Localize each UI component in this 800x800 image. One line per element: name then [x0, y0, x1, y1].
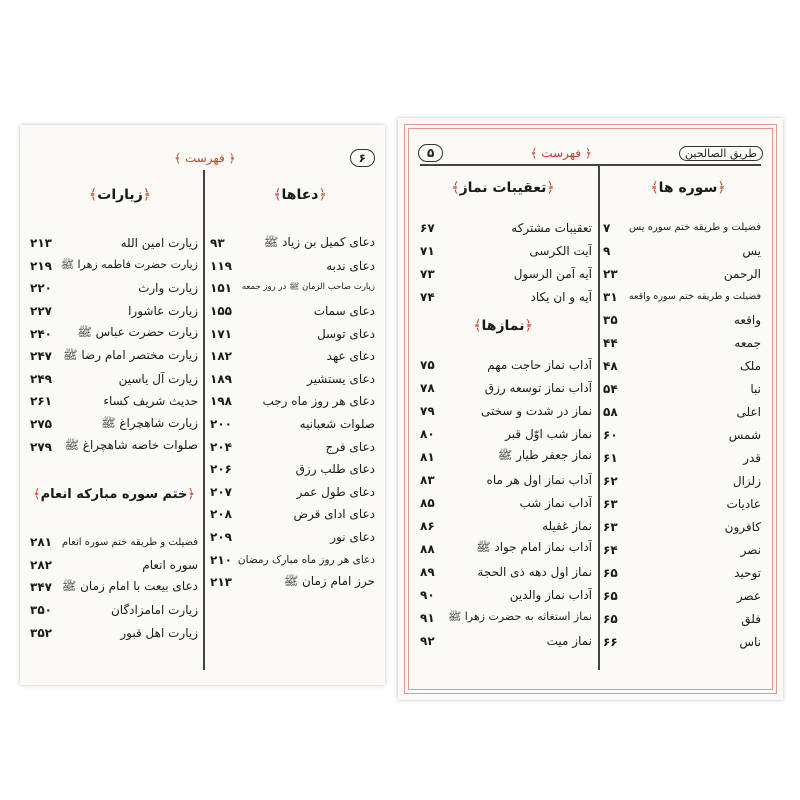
toc-entry-title: دعای هر روز ماه مبارک رمضان: [237, 553, 375, 566]
toc-entry-page: ۲۱۰: [210, 552, 232, 567]
toc-entry[interactable]: [210, 571, 375, 594]
column-divider: [598, 165, 600, 670]
toc-entry-title: جمعه: [734, 335, 761, 350]
toc-entry[interactable]: [603, 285, 761, 308]
toc-entry-title: دعای نور: [330, 530, 375, 545]
toc-entry[interactable]: [603, 630, 761, 653]
toc-entry-page: ۲۶۱: [30, 394, 52, 409]
toc-entry[interactable]: [210, 503, 375, 526]
list-namazha: [420, 353, 592, 652]
toc-entry-title: دعای ادای قرض: [293, 507, 375, 522]
toc-entry-page: ۲۴۹: [30, 371, 52, 386]
toc-entry-page: ۶۴: [603, 542, 618, 557]
toc-entry[interactable]: [603, 239, 761, 262]
toc-entry-title: سوره انعام: [142, 557, 198, 572]
toc-entry-page: ۷: [603, 220, 611, 235]
toc-entry-page: ۶۵: [603, 611, 618, 626]
toc-entry-page: ۲۰۰: [210, 417, 232, 432]
toc-entry-page: ۲۲۰: [30, 281, 52, 296]
toc-entry[interactable]: [420, 560, 592, 583]
toc-entry-page: ۱۹۸: [210, 394, 232, 409]
toc-entry-title: ملک: [739, 358, 761, 373]
toc-entry[interactable]: [603, 262, 761, 285]
toc-entry-page: ۲۰۶: [210, 462, 232, 477]
toc-entry-title: نصر: [740, 542, 761, 557]
toc-entry-title: زیارت وارث: [138, 281, 198, 296]
list-khatm-anam: [30, 531, 198, 644]
toc-entry-title: آداب نماز والدین: [509, 587, 592, 602]
toc-entry[interactable]: [420, 445, 592, 468]
toc-entry[interactable]: [420, 537, 592, 560]
toc-entry-title: فضیلت و طریقه ختم سوره واقعه: [629, 291, 761, 302]
section-title-khatm-anam: ﴿ختم سوره مبارکه انعام﴾: [32, 487, 196, 502]
section-title-taqibat: ﴿تعقیبات نماز﴾: [451, 180, 555, 196]
header-title: ﴿ فهرست ﴾: [174, 151, 236, 165]
toc-entry[interactable]: [603, 400, 761, 423]
toc-entry-page: ۸۹: [420, 564, 435, 579]
toc-entry-title: آداب نماز شب: [519, 495, 592, 510]
toc-entry-page: ۷۵: [420, 357, 435, 372]
toc-entry[interactable]: [210, 277, 375, 300]
toc-entry[interactable]: [30, 576, 198, 599]
toc-entry[interactable]: [210, 255, 375, 278]
toc-entry[interactable]: [210, 345, 375, 368]
toc-entry-title: نماز غفیله: [542, 518, 592, 533]
toc-entry[interactable]: [603, 538, 761, 561]
toc-entry-page: ۹۱: [420, 610, 435, 625]
toc-entry-title: زیارت عاشورا: [128, 304, 198, 319]
toc-entry-title: نبا: [750, 381, 761, 396]
toc-entry-page: ۸۵: [420, 495, 435, 510]
toc-entry-title: نماز شب اوّل قبر: [505, 426, 592, 441]
toc-entry-title: زیارت امامزادگان: [110, 603, 198, 618]
page-header: [418, 144, 763, 162]
toc-entry-page: ۲۲۷: [30, 304, 52, 319]
toc-entry[interactable]: [603, 446, 761, 469]
toc-entry-page: ۶۶: [603, 634, 618, 649]
toc-entry-title: شمس: [728, 427, 761, 442]
toc-entry-page: ۲۷۹: [30, 439, 52, 454]
toc-entry-page: ۲۳: [603, 266, 618, 281]
toc-entry-title: یس: [742, 243, 761, 258]
toc-entry[interactable]: [30, 554, 198, 577]
toc-entry-page: ۶۳: [603, 496, 618, 511]
toc-entry-page: ۱۸۹: [210, 371, 232, 386]
toc-entry[interactable]: [210, 300, 375, 323]
toc-entry[interactable]: [603, 308, 761, 331]
toc-entry-page: ۶۷: [420, 220, 435, 235]
toc-entry-page: ۹۲: [420, 633, 435, 648]
toc-entry-page: ۳۵: [603, 312, 618, 327]
page-number: ۵: [418, 144, 443, 162]
toc-entry-title: زیارت اهل قبور: [120, 625, 198, 640]
toc-entry-title: صلوات خاصه شاهچراغ ﷺ: [64, 438, 198, 453]
toc-entry[interactable]: [603, 607, 761, 630]
toc-entry-page: ۹۰: [420, 587, 435, 602]
toc-entry-page: ۲۸۱: [30, 535, 52, 550]
toc-entry[interactable]: [603, 377, 761, 400]
toc-entry-title: دعای عهد: [326, 349, 375, 364]
toc-entry-page: ۱۱۹: [210, 258, 232, 273]
toc-entry-title: زیارت آل یاسین: [118, 371, 198, 386]
section-title-namazha: ﴿نمازها﴾: [473, 318, 533, 334]
toc-entry-page: ۲۰۴: [210, 439, 232, 454]
toc-entry-title: کافرون: [724, 519, 761, 534]
toc-entry[interactable]: [30, 368, 198, 391]
toc-entry[interactable]: [210, 548, 375, 571]
toc-entry-page: ۲۴۰: [30, 326, 52, 341]
toc-entry[interactable]: [210, 322, 375, 345]
toc-entry-title: الرحمن: [723, 266, 761, 281]
toc-entry-title: دعای بیعت با امام زمان ﷺ: [61, 578, 198, 593]
toc-entry-page: ۸۳: [420, 472, 435, 487]
toc-entry-page: ۷۳: [420, 266, 435, 281]
toc-entry[interactable]: [420, 491, 592, 514]
toc-entry-page: ۶۰: [603, 427, 618, 442]
toc-entry[interactable]: [30, 531, 198, 554]
toc-entry-page: ۱۸۲: [210, 349, 232, 364]
toc-entry-title: ناس: [739, 634, 761, 649]
toc-entry-title: دعای یستشیر: [307, 371, 375, 386]
toc-entry-page: ۱۵۱: [210, 281, 232, 296]
toc-entry-title: زیارت صاحب الزمان ﷺ در روز جمعه: [241, 282, 375, 293]
toc-entry-page: ۸۱: [420, 449, 435, 464]
toc-entry-title: زیارت شاهچراغ ﷺ: [101, 415, 198, 430]
list-taqibat: [420, 216, 592, 308]
toc-entry-title: زیارت امین الله: [120, 236, 198, 251]
toc-entry-title: حرز امام زمان ﷺ: [283, 573, 375, 588]
toc-entry[interactable]: [30, 621, 198, 644]
toc-entry-title: آداب نماز اول هر ماه: [486, 472, 592, 487]
toc-entry-title: نماز میت: [546, 633, 592, 648]
toc-entry-page: ۸۰: [420, 426, 435, 441]
toc-entry-page: ۵۸: [603, 404, 618, 419]
list-ziarat: [30, 232, 198, 458]
toc-entry[interactable]: [210, 232, 375, 255]
toc-entry-page: ۲۱۳: [210, 575, 232, 590]
toc-entry[interactable]: [30, 277, 198, 300]
toc-entry[interactable]: [603, 423, 761, 446]
toc-entry[interactable]: [420, 353, 592, 376]
toc-entry-page: ۱۵۵: [210, 304, 232, 319]
toc-entry[interactable]: [420, 239, 592, 262]
toc-entry-page: ۱۷۱: [210, 326, 232, 341]
column-divider: [203, 170, 205, 670]
toc-entry-title: واقعه: [733, 312, 761, 327]
toc-entry[interactable]: [30, 322, 198, 345]
toc-entry-page: ۲۱۹: [30, 258, 52, 273]
section-title-sureha: ﴿سوره ها﴾: [650, 180, 726, 196]
toc-entry-page: ۸۶: [420, 518, 435, 533]
toc-entry-title: آداب نماز حاجت مهم: [487, 357, 592, 372]
toc-entry-title: نماز استغاثه به حضرت زهرا ﷺ: [447, 609, 592, 623]
toc-entry-page: ۲۰۹: [210, 530, 232, 545]
page-number: ۶: [350, 149, 375, 167]
header-title: ﴿ فهرست ﴾: [530, 146, 592, 160]
toc-entry[interactable]: [603, 492, 761, 515]
toc-entry[interactable]: [30, 413, 198, 436]
toc-entry-page: ۶۲: [603, 473, 618, 488]
toc-entry-title: صلوات شعبانیه: [299, 417, 375, 432]
toc-entry[interactable]: [603, 331, 761, 354]
toc-entry[interactable]: [210, 526, 375, 549]
toc-entry-page: ۷۸: [420, 380, 435, 395]
toc-entry-title: تعقیبات مشترکه: [511, 220, 592, 235]
toc-entry[interactable]: [420, 583, 592, 606]
book-title: طریق الصالحین: [679, 146, 763, 161]
toc-entry-title: نماز در شدت و سختی: [481, 403, 592, 418]
list-doaha: [210, 232, 375, 594]
toc-entry-page: ۹: [603, 243, 611, 258]
toc-entry[interactable]: [420, 514, 592, 537]
toc-entry[interactable]: [420, 629, 592, 652]
toc-entry-title: توحید: [734, 565, 761, 580]
toc-entry-title: دعای کمیل بن زیاد ﷺ: [263, 234, 375, 249]
toc-entry-page: ۳۵۲: [30, 625, 52, 640]
toc-entry-title: فضیلت و طریقه ختم سوره انعام: [61, 536, 198, 548]
toc-entry-page: ۸۸: [420, 541, 435, 556]
toc-entry-page: ۷۱: [420, 243, 435, 258]
toc-entry[interactable]: [210, 458, 375, 481]
toc-entry[interactable]: [210, 435, 375, 458]
toc-entry-title: آیه و ان یکاد: [530, 289, 592, 304]
toc-entry[interactable]: [603, 584, 761, 607]
toc-entry-title: دعای ندبه: [326, 258, 375, 273]
toc-entry-title: دعای طلب رزق: [295, 462, 375, 477]
toc-entry-title: زلزال: [732, 473, 761, 488]
toc-entry-page: ۲۱۳: [30, 236, 52, 251]
toc-entry-title: دعای طول عمر: [296, 484, 375, 499]
toc-entry-title: زیارت مختصر امام رضا ﷺ: [63, 347, 198, 362]
toc-entry-page: ۴۴: [603, 335, 618, 350]
right-page: [398, 118, 783, 700]
toc-entry-page: ۷۴: [420, 289, 435, 304]
toc-entry-title: فضیلت و طریقه ختم سوره یس: [629, 222, 761, 233]
toc-entry-page: ۹۳: [210, 236, 225, 251]
toc-entry-title: زیارت حضرت عباس ﷺ: [77, 325, 198, 340]
toc-entry-page: ۶۵: [603, 565, 618, 580]
toc-entry-title: قدر: [743, 450, 761, 465]
toc-entry[interactable]: [603, 216, 761, 239]
toc-entry[interactable]: [210, 390, 375, 413]
page-header: [30, 149, 375, 167]
toc-entry-page: ۳۱: [603, 289, 618, 304]
toc-entry-title: دعای هر روز ماه رجب: [262, 394, 375, 409]
toc-entry[interactable]: [420, 422, 592, 445]
toc-entry-page: ۶۳: [603, 519, 618, 534]
toc-entry-title: عادیات: [726, 496, 761, 511]
toc-entry-page: ۷۹: [420, 403, 435, 418]
toc-entry-page: ۲۸۲: [30, 557, 52, 572]
toc-entry-title: اعلی: [736, 404, 761, 419]
toc-entry-title: دعای توسل: [316, 326, 375, 341]
left-page: [20, 125, 385, 685]
toc-entry-page: ۴۸: [603, 358, 618, 373]
toc-entry[interactable]: [603, 354, 761, 377]
section-title-ziarat: ﴿زیارات﴾: [89, 187, 151, 203]
toc-entry-title: آیه آمن الرسول: [513, 266, 592, 281]
toc-entry[interactable]: [420, 606, 592, 629]
toc-entry-page: ۲۰۷: [210, 484, 232, 499]
toc-entry[interactable]: [210, 413, 375, 436]
toc-entry[interactable]: [420, 399, 592, 422]
toc-entry[interactable]: [420, 262, 592, 285]
toc-entry[interactable]: [30, 599, 198, 622]
toc-entry-title: دعای فرج: [325, 439, 375, 454]
toc-entry-title: حدیث شریف کساء: [103, 394, 198, 409]
toc-entry[interactable]: [30, 255, 198, 278]
toc-entry[interactable]: [420, 468, 592, 491]
toc-entry-title: فلق: [741, 611, 761, 626]
toc-entry[interactable]: [420, 285, 592, 308]
toc-entry-title: نماز جعفر طیار ﷺ: [497, 448, 592, 462]
toc-entry-page: ۶۵: [603, 588, 618, 603]
toc-entry[interactable]: [603, 561, 761, 584]
toc-entry[interactable]: [420, 216, 592, 239]
toc-entry[interactable]: [30, 232, 198, 255]
toc-entry-page: ۲۴۷: [30, 349, 52, 364]
toc-entry-page: ۳۴۷: [30, 580, 52, 595]
toc-entry-page: ۶۱: [603, 450, 618, 465]
toc-entry[interactable]: [603, 515, 761, 538]
toc-entry[interactable]: [210, 368, 375, 391]
toc-entry-title: آیت الکرسی: [529, 243, 592, 258]
toc-entry-page: ۳۵۰: [30, 603, 52, 618]
toc-entry-title: زیارت حضرت فاطمه زهرا ﷺ: [60, 257, 198, 271]
toc-entry[interactable]: [30, 390, 198, 413]
toc-entry-title: آداب نماز توسعه رزق: [484, 380, 592, 395]
toc-entry-title: عصر: [736, 588, 761, 603]
toc-entry[interactable]: [30, 345, 198, 368]
toc-entry[interactable]: [603, 469, 761, 492]
list-sureha: [603, 216, 761, 653]
toc-entry-page: ۲۷۵: [30, 417, 52, 432]
toc-entry-title: دعای سمات: [313, 304, 375, 319]
toc-entry-page: ۵۴: [603, 381, 618, 396]
toc-entry-title: نماز اول دهه ذی الحجة: [477, 564, 592, 579]
toc-entry-page: ۲۰۸: [210, 507, 232, 522]
toc-entry[interactable]: [30, 435, 198, 458]
toc-entry[interactable]: [210, 481, 375, 504]
header-rule: [420, 164, 761, 166]
toc-entry[interactable]: [30, 300, 198, 323]
section-title-doaha: ﴿دعاها﴾: [273, 187, 327, 203]
toc-entry[interactable]: [420, 376, 592, 399]
toc-entry-title: آداب نماز امام جواد ﷺ: [476, 540, 592, 554]
